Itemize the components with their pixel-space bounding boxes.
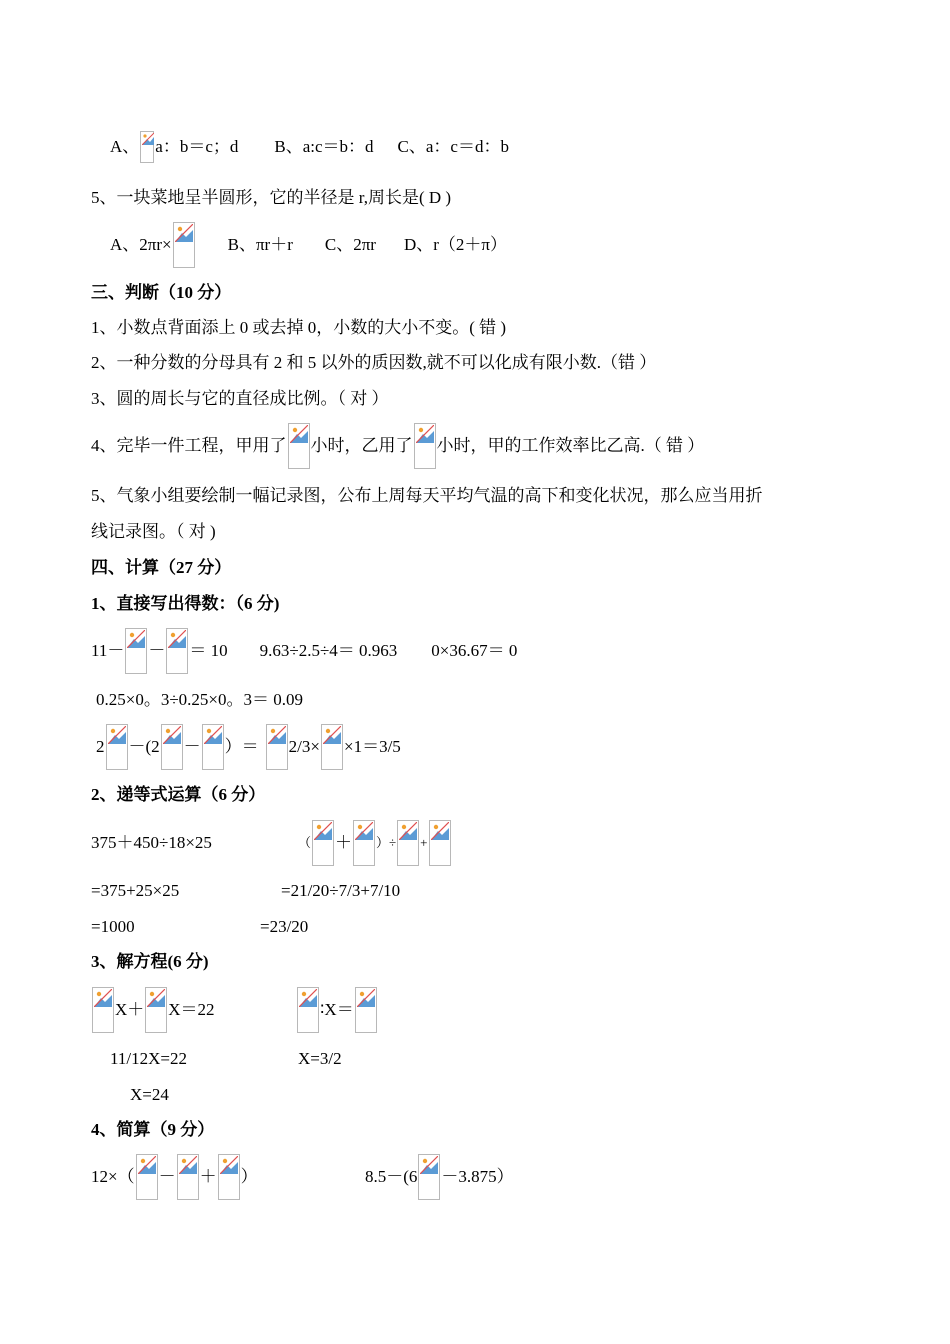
simplify-right (365, 1154, 514, 1200)
option-a-label: A、 (110, 137, 140, 156)
judge-item-1: 1、小数点背面添上 0 或去掉 0，小数的大小不变。( 错 ) (91, 318, 507, 337)
sub3-title: 3、解方程(6 分) (91, 952, 209, 971)
equation-right-2: X=3/2 (298, 1049, 342, 1068)
step-calc-right-1 (298, 820, 452, 866)
q5-option-b: B、πr＋r (227, 235, 293, 254)
q5-question: 5、一块菜地呈半圆形，它的半径是 r,周长是( D ) (91, 188, 452, 207)
step-calc-left-3: =1000 (91, 917, 135, 936)
simp-r-b: －3.875） (441, 1167, 514, 1186)
broken-image-icon (418, 1154, 440, 1200)
broken-image-icon (218, 1154, 240, 1200)
broken-image-icon (161, 724, 183, 770)
broken-image-icon (353, 820, 375, 866)
broken-image-icon (288, 423, 310, 469)
option-a-text: a：b＝c；d (155, 137, 239, 156)
calc-r1-c: ＝ 10 (189, 641, 228, 660)
calc-row-3 (96, 724, 401, 770)
broken-image-icon (145, 987, 167, 1033)
section4-title: 四、计算（27 分） (91, 558, 232, 577)
step-calc-left-2: =375+25×25 (91, 881, 180, 900)
broken-image-icon (125, 628, 147, 674)
calc-row-1 (91, 628, 517, 674)
calc-r3-a: 2 (96, 737, 105, 756)
broken-image-icon (414, 423, 436, 469)
judge-item-3: 3、圆的周长与它的直径成比例。（ 对 ） (91, 389, 389, 408)
step-calc-right-2: =21/20÷7/3+7/10 (281, 881, 401, 900)
simplify-left (91, 1154, 258, 1200)
judge-item-2: 2、一种分数的分母具有 2 和 5 以外的质因数,就不可以化成有限小数.（错 ） (91, 353, 657, 372)
calc-r3-d: ）＝ (224, 737, 259, 756)
broken-image-icon (177, 1154, 199, 1200)
simp-l-a: 12×（ (91, 1167, 135, 1186)
broken-image-icon (140, 131, 154, 163)
calc-r3-f: ×1＝3/5 (343, 737, 401, 756)
equation-left-2: 11/12X=22 (110, 1049, 187, 1068)
judge-4-text-b: 小时，乙用了 (310, 436, 413, 455)
broken-image-icon (397, 820, 419, 866)
broken-image-icon (92, 987, 114, 1033)
judge-item-5-line1: 5、气象小组要绘制一幅记录图，公布上周每天平均气温的高下和变化状况，那么应当用折 (91, 486, 763, 505)
equation-left-1 (91, 987, 215, 1033)
broken-image-icon (321, 724, 343, 770)
step-r1-b: ＋ (335, 833, 353, 852)
broken-image-icon (312, 820, 334, 866)
sub2-title: 2、递等式运算（6 分） (91, 785, 266, 804)
q4-options-line (110, 131, 509, 163)
option-b: B、a:c＝b：d (274, 137, 374, 156)
judge-item-4 (91, 423, 704, 469)
broken-image-icon (297, 987, 319, 1033)
q5-option-d: D、r（2＋π） (403, 235, 507, 254)
eq-l1-b: X＝22 (168, 1000, 215, 1019)
step-calc-right-3: =23/20 (260, 917, 309, 936)
eq-r1-a: ∶X＝ (320, 1000, 354, 1019)
q5-option-a: A、2πr× (110, 235, 172, 254)
calc-r3-c: － (183, 737, 201, 756)
calc-r3-e: 2/3× (288, 737, 320, 756)
judge-4-text-a: 4、完毕一件工程，甲用了 (91, 436, 287, 455)
step-r1-a: （ (298, 835, 312, 850)
step-r1-d: + (420, 835, 428, 850)
broken-image-icon (266, 724, 288, 770)
broken-image-icon (173, 222, 195, 268)
option-c: C、a：c＝d：b (397, 137, 509, 156)
simp-l-c: ＋ (199, 1167, 217, 1186)
eq-l1-a: X＋ (115, 1000, 145, 1019)
broken-image-icon (202, 724, 224, 770)
equation-left-3: X=24 (130, 1085, 169, 1104)
simp-r-a: 8.5－(6 (365, 1167, 418, 1186)
equation-right-1 (296, 987, 378, 1033)
broken-image-icon (166, 628, 188, 674)
judge-4-text-c: 小时，甲的工作效率比乙高.（ 错 ） (436, 436, 705, 455)
broken-image-icon (429, 820, 451, 866)
calc-r1-e: 0×36.67＝ 0 (431, 641, 518, 660)
section3-title: 三、判断（10 分） (91, 283, 232, 302)
sub4-title: 4、简算（9 分） (91, 1120, 215, 1139)
q5-options-line (110, 222, 507, 268)
step-calc-left-1: 375＋450÷18×25 (91, 833, 212, 852)
broken-image-icon (106, 724, 128, 770)
calc-r1-d: 9.63÷2.5÷4＝ 0.963 (259, 641, 398, 660)
calc-row-2: 0.25×0。3÷0.25×0。3＝ 0.09 (96, 690, 304, 709)
simp-l-b: － (158, 1167, 176, 1186)
step-r1-c: ）÷ (376, 835, 397, 850)
sub1-title: 1、直接写出得数：（6 分) (91, 594, 280, 613)
broken-image-icon (355, 987, 377, 1033)
calc-r3-b: －(2 (128, 737, 160, 756)
simp-l-d: ） (240, 1167, 258, 1186)
broken-image-icon (136, 1154, 158, 1200)
calc-r1-a: 11－ (91, 641, 125, 660)
judge-item-5-line2: 线记录图。（ 对 ) (91, 522, 216, 541)
q5-option-c: C、2πr (324, 235, 376, 254)
calc-r1-b: － (148, 641, 166, 660)
